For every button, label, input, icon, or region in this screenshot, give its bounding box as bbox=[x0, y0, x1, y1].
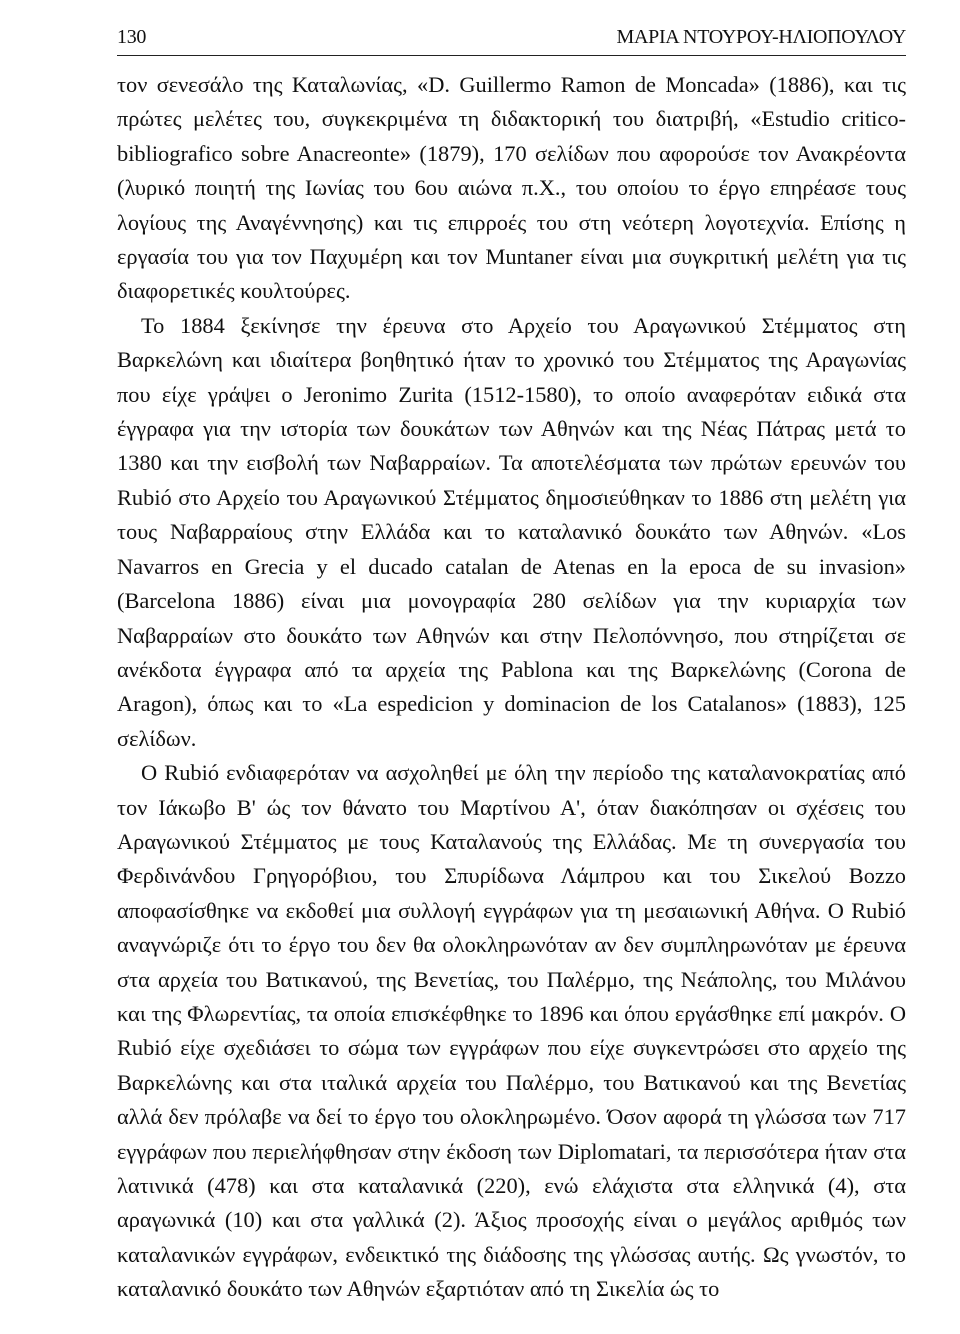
header-rule bbox=[117, 55, 906, 56]
paragraph: Ο Rubió ενδιαφερόταν να ασχοληθεί με όλη την περίοδο της καταλανοκρατίας από τον Ιάκωβο Β' ώς τον θάνατο του Μαρτίνου Α', όταν διακόπησαν οι σχέσεις του Αραγωνικού Στέμματος με τους Καταλανούς της Ελλάδας. Με τη συνεργασία του Φερδινάνδου Γρηγορόβιου, του Σπυρίδωνα Λάμπρου και του Σικελού Bozzo αποφασίσθηκε να εκδοθεί μια συλλογή εγγράφων για τη μεσαιωνική Αθήνα. Ο Rubió αναγνώριζε ότι το έργο του δεν θα ολοκληρωνόταν αν δεν συμπληρωνόταν με έρευνα στα αρχεία του Βατικανού, της Βενετίας, του Παλέρμο, της Νεάπολης, του Μιλάνου και της Φλωρεντίας, τα οποία επισκέφθηκε το 1896 και όπου εργάσθηκε επί μακρόν. Ο Rubió είχε σχεδιάσει το σώμα των εγγράφων που είχε συγκεντρώσει στο αρχείο της Βαρκελώνης και στα ιταλικά αρχεία του Παλέρμο, του Βατικανού και της Βενετίας αλλά δεν πρόλαβε να δεί το έργο του ολοκληρωμένο. Όσον αφορά τη γλώσσα των 717 εγγράφων που περιελήφθησαν στην έκδοση των Diplomatari, τα περισσότερα ήταν στα λατινικά (478) και στα καταλανικά (220), ενώ ελάχιστα στα ελληνικά (4), στα αραγωνικά (10) και στα γαλλικά (2). Άξιος προσοχής είναι ο μεγάλος αριθμός των καταλανικών εγγράφων, ενδεικτικό της διάδοσης της γλώσσας αυτής. Ως γνωστόν, το καταλανικό δουκάτο των Αθηνών εξαρτιόταν από τη Σικελία ώς το bbox=[117, 760, 906, 1302]
page-number: 130 bbox=[117, 26, 147, 48]
paragraph-continuation: τον σενεσάλο της Καταλωνίας, «D. Guillermo Ramon de Moncada» (1886), και τις πρώτες μελέτες του, συγκεκριμένα τη διδακτορική του διατριβή, «Estudio critico-bibliografico sobre Anacreonte» (1879), 170 σελίδων που αφορούσε τον Ανακρέοντα (λυρικό ποιητή της Ιωνίας του 6ου αιώνα π.Χ., του οποίου το έργο επηρέασε τους λογίους της Αναγέννησης) και τις επιρροές του στη νεότερη λογοτεχνία. Επίσης η εργασία του για τον Παχυμέρη και τον Muntaner είναι μια συγκριτική μελέτη για τις διαφορετικές κουλτούρες. bbox=[117, 72, 906, 304]
paragraph: Το 1884 ξεκίνησε την έρευνα στο Αρχείο του Αραγωνικού Στέμματος στη Βαρκελώνη και ιδιαίτερα βοηθητικό ήταν το χρονικό του Στέμματος της Αραγωνίας που είχε γράψει ο Jeronimo Zurita (1512-1580), το οποίο αναφερόταν ειδικά στα έγγραφα για την ιστορία των δουκάτων των Αθηνών και της Νέας Πάτρας μετά το 1380 και την εισβολή των Ναβαρραίων. Τα αποτελέσματα των πρώτων ερευνών του Rubió στο Αρχείο του Αραγωνικού Στέμματος δημοσιεύθηκαν το 1886 στη μελέτη για τους Ναβαρραίους στην Ελλάδα και το καταλανικό δουκάτο των Αθηνών. «Los Navarros en Grecia y el ducado catalan de Atenas en la epoca de su invasion» (Barcelona 1886) είναι μια μονογραφία 280 σελίδων για την κυριαρχία των Ναβαρραίων στο δουκάτο των Αθηνών και στην Πελοπόννησο, που στηρίζεται σε ανέκδοτα έγγραφα από τα αρχεία της Pablona και της Βαρκελώνης (Corona de Aragon), όπως και το «La espedicion y dominacion de los Catalanos» (1883), 125 σελίδων. bbox=[117, 312, 906, 751]
running-title: ΜΑΡΙΑ ΝΤΟΥΡΟΥ-ΗΛΙΟΠΟΥΛΟΥ bbox=[616, 26, 906, 48]
running-header bbox=[117, 9, 906, 49]
body-text bbox=[117, 68, 906, 1307]
